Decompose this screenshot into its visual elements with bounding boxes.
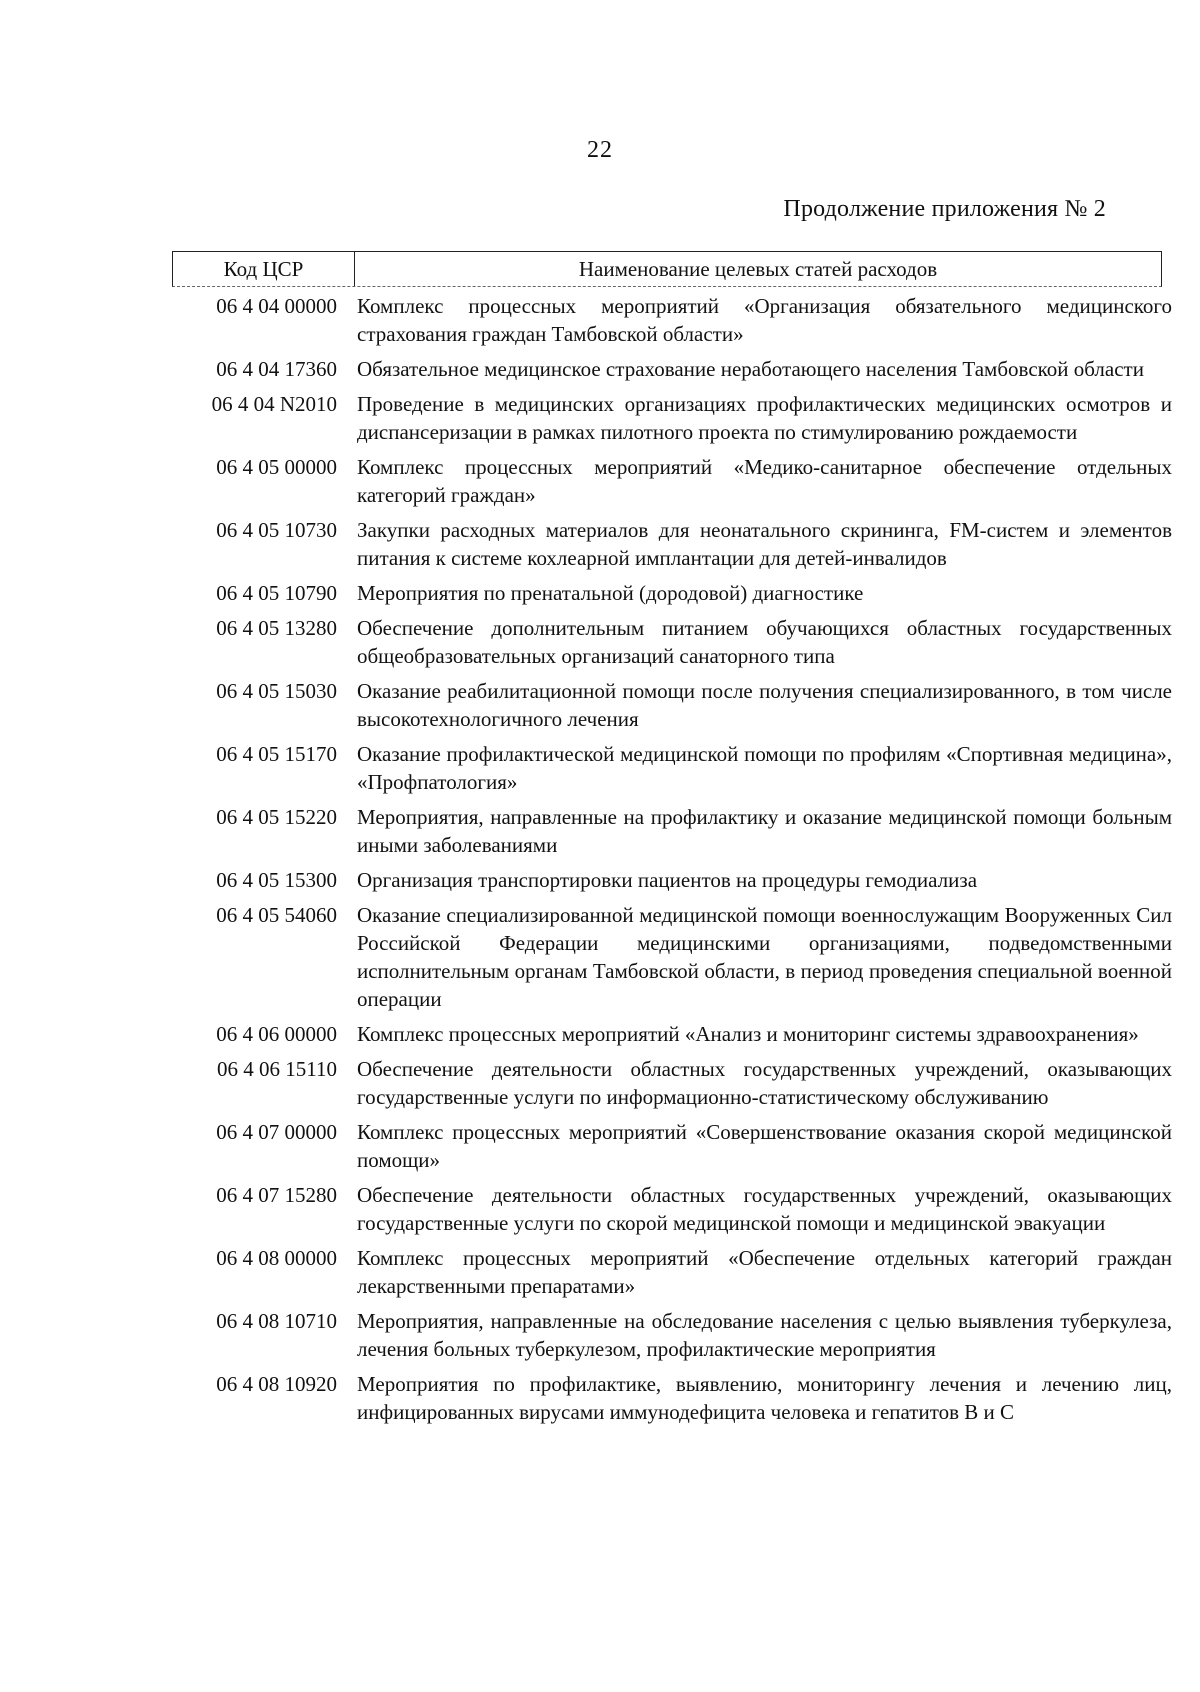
appendix-title: Продолжение приложения № 2 xyxy=(783,196,1106,222)
table-row xyxy=(172,390,1172,446)
table-row xyxy=(172,453,1172,509)
table-row xyxy=(172,292,1172,348)
row-name: Комплекс процессных мероприятий «Медико-санитарное обеспечение отдельных категорий граждан» xyxy=(357,455,1172,507)
row-code: 06 4 05 13280 xyxy=(216,616,337,640)
row-code: 06 4 06 00000 xyxy=(216,1022,337,1046)
row-name: Обеспечение деятельности областных государственных учреждений, оказывающих государственные услуги по скорой медицинской помощи и медицинской эвакуации xyxy=(357,1183,1172,1235)
row-name: Мероприятия, направленные на профилактику и оказание медицинской помощи больным иными заболеваниями xyxy=(357,805,1172,857)
table-row xyxy=(172,1307,1172,1363)
header-code: Код ЦСР xyxy=(173,252,355,286)
table-row xyxy=(172,866,1172,894)
row-code: 06 4 08 10710 xyxy=(216,1309,337,1333)
row-code: 06 4 05 15030 xyxy=(216,679,337,703)
row-code: 06 4 05 15220 xyxy=(216,805,337,829)
row-name: Обеспечение деятельности областных государственных учреждений, оказывающих государственные услуги по информационно-статистическому обслуживанию xyxy=(357,1057,1172,1109)
row-name: Мероприятия, направленные на обследование населения с целью выявления туберкулеза, лечения больных туберкулезом, профилактические мероприятия xyxy=(357,1309,1172,1361)
row-name: Оказание профилактической медицинской помощи по профилям «Спортивная медицина», «Профпатология» xyxy=(357,742,1172,794)
table-row xyxy=(172,355,1172,383)
row-code: 06 4 08 00000 xyxy=(216,1246,337,1270)
table-row xyxy=(172,1181,1172,1237)
table-row xyxy=(172,614,1172,670)
row-name: Обязательное медицинское страхование неработающего населения Тамбовской области xyxy=(357,357,1144,381)
table-row xyxy=(172,1370,1172,1426)
row-code: 06 4 06 15110 xyxy=(217,1057,337,1081)
row-name: Комплекс процессных мероприятий «Организация обязательного медицинского страхования граждан Тамбовской области» xyxy=(357,294,1172,346)
table-body xyxy=(172,292,1172,1433)
row-code: 06 4 07 00000 xyxy=(216,1120,337,1144)
row-code: 06 4 05 00000 xyxy=(216,455,337,479)
row-code: 06 4 07 15280 xyxy=(216,1183,337,1207)
row-code: 06 4 05 15170 xyxy=(216,742,337,766)
row-code: 06 4 04 N2010 xyxy=(211,392,337,416)
row-code: 06 4 05 54060 xyxy=(216,903,337,927)
header-name: Наименование целевых статей расходов xyxy=(578,257,938,281)
row-code: 06 4 05 15300 xyxy=(216,868,337,892)
row-name: Комплекс процессных мероприятий «Анализ и мониторинг системы здравоохранения» xyxy=(357,1022,1139,1046)
row-code: 06 4 05 10730 xyxy=(216,518,337,542)
row-name: Оказание специализированной медицинской помощи военнослужащим Вооруженных Сил Российской Федерации медицинскими организациями, подведомственными исполнительным органам Тамбовской области, в период проведения специальной военной операции xyxy=(357,903,1172,1011)
row-name: Обеспечение дополнительным питанием обучающихся областных государственных общеобразовательных организаций санаторного типа xyxy=(357,616,1172,668)
row-name: Проведение в медицинских организациях профилактических медицинских осмотров и диспансеризации в рамках пилотного проекта по стимулированию рождаемости xyxy=(357,392,1172,444)
row-name: Закупки расходных материалов для неонатального скрининга, FM-систем и элементов питания к системе кохлеарной имплантации для детей-инвалидов xyxy=(357,518,1172,570)
table-row xyxy=(172,516,1172,572)
table-row xyxy=(172,740,1172,796)
row-name: Организация транспортировки пациентов на процедуры гемодиализа xyxy=(357,868,978,892)
row-code: 06 4 05 10790 xyxy=(216,581,337,605)
table-row xyxy=(172,1118,1172,1174)
table-row xyxy=(172,579,1172,607)
table-row xyxy=(172,1055,1172,1111)
table-row xyxy=(172,901,1172,1013)
row-name: Мероприятия по профилактике, выявлению, мониторингу лечения и лечению лиц, инфицированных вирусами иммунодефицита человека и гепатитов B и C xyxy=(357,1372,1172,1424)
row-name: Комплекс процессных мероприятий «Обеспечение отдельных категорий граждан лекарственными препаратами» xyxy=(357,1246,1172,1298)
row-code: 06 4 04 17360 xyxy=(216,357,337,381)
row-code: 06 4 08 10920 xyxy=(216,1372,337,1396)
table-row xyxy=(172,803,1172,859)
row-name: Комплекс процессных мероприятий «Совершенствование оказания скорой медицинской помощи» xyxy=(357,1120,1172,1172)
page-number: 22 xyxy=(587,137,613,163)
table-header xyxy=(172,251,1162,287)
table-row xyxy=(172,1020,1172,1048)
table-row xyxy=(172,1244,1172,1300)
table-row xyxy=(172,677,1172,733)
row-code: 06 4 04 00000 xyxy=(216,294,337,318)
row-name: Мероприятия по пренатальной (дородовой) диагностике xyxy=(357,581,864,605)
row-name: Оказание реабилитационной помощи после получения специализированного, в том числе высокотехнологичного лечения xyxy=(357,679,1172,731)
